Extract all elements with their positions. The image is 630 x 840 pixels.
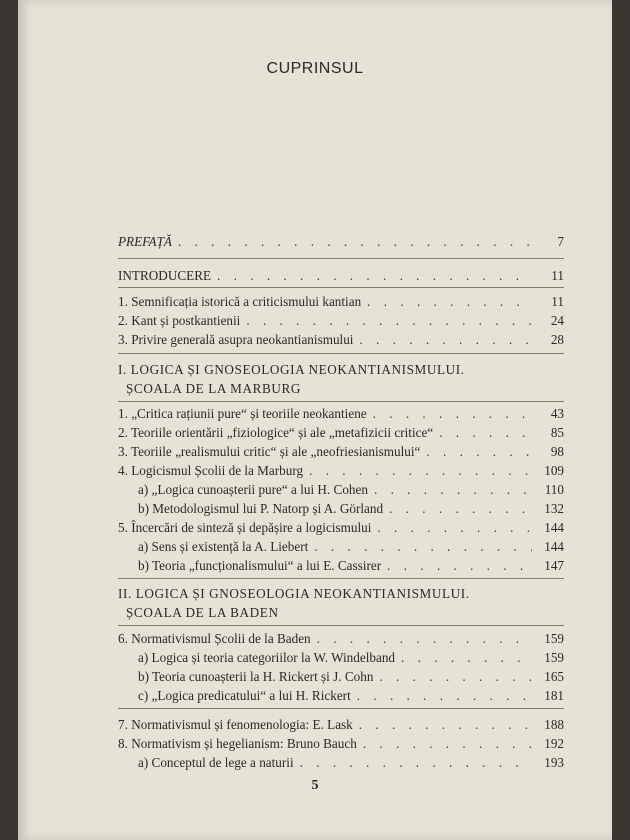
toc-entry-page: 192 xyxy=(544,736,564,751)
divider xyxy=(118,708,564,709)
divider xyxy=(118,578,564,579)
toc-entry-text: PREFAȚĂ xyxy=(118,234,172,249)
toc-entry-page: 144 xyxy=(544,520,564,535)
toc-entry-text: 2. Teoriile orientării „fiziologice“ și ale „metafizicii critice“ xyxy=(118,425,434,440)
toc-entry-text: b) Teoria „funcționalismului“ a lui E. Cassirer xyxy=(138,558,382,573)
leader-dots xyxy=(359,332,532,348)
toc-entry-page: 28 xyxy=(550,332,564,347)
toc-entry-text: INTRODUCERE xyxy=(118,268,212,283)
toc-entry xyxy=(118,268,564,284)
toc-entry xyxy=(118,631,564,647)
divider xyxy=(118,258,564,259)
toc-entry xyxy=(118,444,564,460)
toc-entry-text: 3. Privire generală asupra neokantianismului xyxy=(118,332,354,347)
toc-entry-text: a) Logica și teoria categoriilor la W. Windelband xyxy=(138,650,396,665)
toc-subentry xyxy=(138,650,564,666)
divider xyxy=(118,353,564,354)
toc-entry-page: 98 xyxy=(550,444,564,459)
toc-entry-page: 109 xyxy=(544,463,564,478)
page-title: CUPRINSUL xyxy=(266,60,364,77)
toc-entry-page: 193 xyxy=(544,755,564,770)
toc-entry-page: 147 xyxy=(544,558,564,573)
section-heading: ȘCOALA DE LA MARBURG xyxy=(126,381,302,396)
divider xyxy=(118,401,564,402)
toc-entry-text: a) Sens și existență la A. Liebert xyxy=(138,539,309,554)
toc-entry-page: 85 xyxy=(550,425,564,440)
leader-dots xyxy=(367,294,532,310)
toc-entry-page: 11 xyxy=(551,268,564,283)
toc-entry xyxy=(118,332,564,348)
leader-dots xyxy=(357,688,532,704)
toc-subentry xyxy=(138,755,564,771)
toc-entry-page: 181 xyxy=(544,688,564,703)
toc-entry-prefata xyxy=(118,234,564,250)
leader-dots xyxy=(317,631,532,647)
toc-entry-text: c) „Logica predicatului“ a lui H. Rickert xyxy=(138,688,351,703)
toc-subentry xyxy=(138,539,564,555)
leader-dots xyxy=(426,444,532,460)
leader-dots xyxy=(309,463,532,479)
toc-entry xyxy=(118,406,564,422)
leader-dots xyxy=(178,234,532,250)
toc-entry xyxy=(118,717,564,733)
leader-dots xyxy=(379,669,532,685)
toc-entry-text: 1. Semnificația istorică a criticismului kantian xyxy=(118,294,362,309)
toc-entry xyxy=(118,425,564,441)
toc-entry-text: 3. Teoriile „realismului critic“ și ale „neofriesianismului“ xyxy=(118,444,421,459)
leader-dots xyxy=(377,520,532,536)
toc-entry xyxy=(118,520,564,536)
leader-dots xyxy=(389,501,532,517)
section-heading: I. LOGICA ȘI GNOSEOLOGIA NEOKANTIANISMULUI. xyxy=(118,362,465,377)
toc-entry-page: 7 xyxy=(557,234,564,249)
leader-dots xyxy=(373,406,532,422)
toc-entry-page: 132 xyxy=(544,501,564,516)
toc-entry-page: 159 xyxy=(544,650,564,665)
toc-entry xyxy=(118,736,564,752)
toc-entry xyxy=(118,313,564,329)
toc-subentry xyxy=(138,501,564,517)
divider xyxy=(118,287,564,288)
toc-entry-text: a) „Logica cunoașterii pure“ a lui H. Cohen xyxy=(138,482,368,497)
leader-dots xyxy=(363,736,532,752)
toc-entry-page: 144 xyxy=(544,539,564,554)
leader-dots xyxy=(246,313,532,329)
toc-entry-text: a) Conceptul de lege a naturii xyxy=(138,755,294,770)
toc-subentry xyxy=(138,688,564,704)
toc-entry-page: 165 xyxy=(544,669,564,684)
toc-entry-text: 8. Normativism și hegelianism: Bruno Bauch xyxy=(118,736,357,751)
toc-entry xyxy=(118,294,564,310)
toc-subentry xyxy=(138,482,564,498)
leader-dots xyxy=(439,425,532,441)
leader-dots xyxy=(300,755,532,771)
toc-entry-text: 5. Încercări de sinteză și depășire a logicismului xyxy=(118,520,372,535)
toc-entry-text: b) Teoria cunoașterii la H. Rickert și J. Cohn xyxy=(138,669,374,684)
leader-dots xyxy=(314,539,532,555)
toc-entry-text: 4. Logicismul Școlii de la Marburg xyxy=(118,463,304,478)
leader-dots xyxy=(401,650,532,666)
divider xyxy=(118,625,564,626)
page-number: 5 xyxy=(311,778,319,793)
leader-dots xyxy=(359,717,532,733)
toc-entry-page: 24 xyxy=(550,313,564,328)
toc-entry-text: 6. Normativismul Școlii de la Baden xyxy=(118,631,311,646)
toc-entry-text: 1. „Critica rațiunii pure“ și teoriile neokantiene xyxy=(118,406,367,421)
toc-entry xyxy=(118,463,564,479)
toc-entry-text: 2. Kant și postkantienii xyxy=(118,313,241,328)
toc-entry-page: 188 xyxy=(544,717,564,732)
toc-entry-page: 159 xyxy=(544,631,564,646)
leader-dots xyxy=(387,558,532,574)
toc-subentry xyxy=(138,669,564,685)
leader-dots xyxy=(217,268,532,284)
toc-entry-text: 7. Normativismul și fenomenologia: E. Lask xyxy=(118,717,353,732)
toc-entry-page: 11 xyxy=(551,294,564,309)
leader-dots xyxy=(374,482,532,498)
toc-entry-text: b) Metodologismul lui P. Natorp și A. Görland xyxy=(138,501,384,516)
section-heading: ȘCOALA DE LA BADEN xyxy=(126,605,279,620)
section-heading: II. LOGICA ȘI GNOSEOLOGIA NEOKANTIANISMULUI. xyxy=(118,586,470,601)
toc-entry-page: 43 xyxy=(550,406,564,421)
toc-entry-page: 110 xyxy=(544,482,564,497)
toc-subentry xyxy=(138,558,564,574)
